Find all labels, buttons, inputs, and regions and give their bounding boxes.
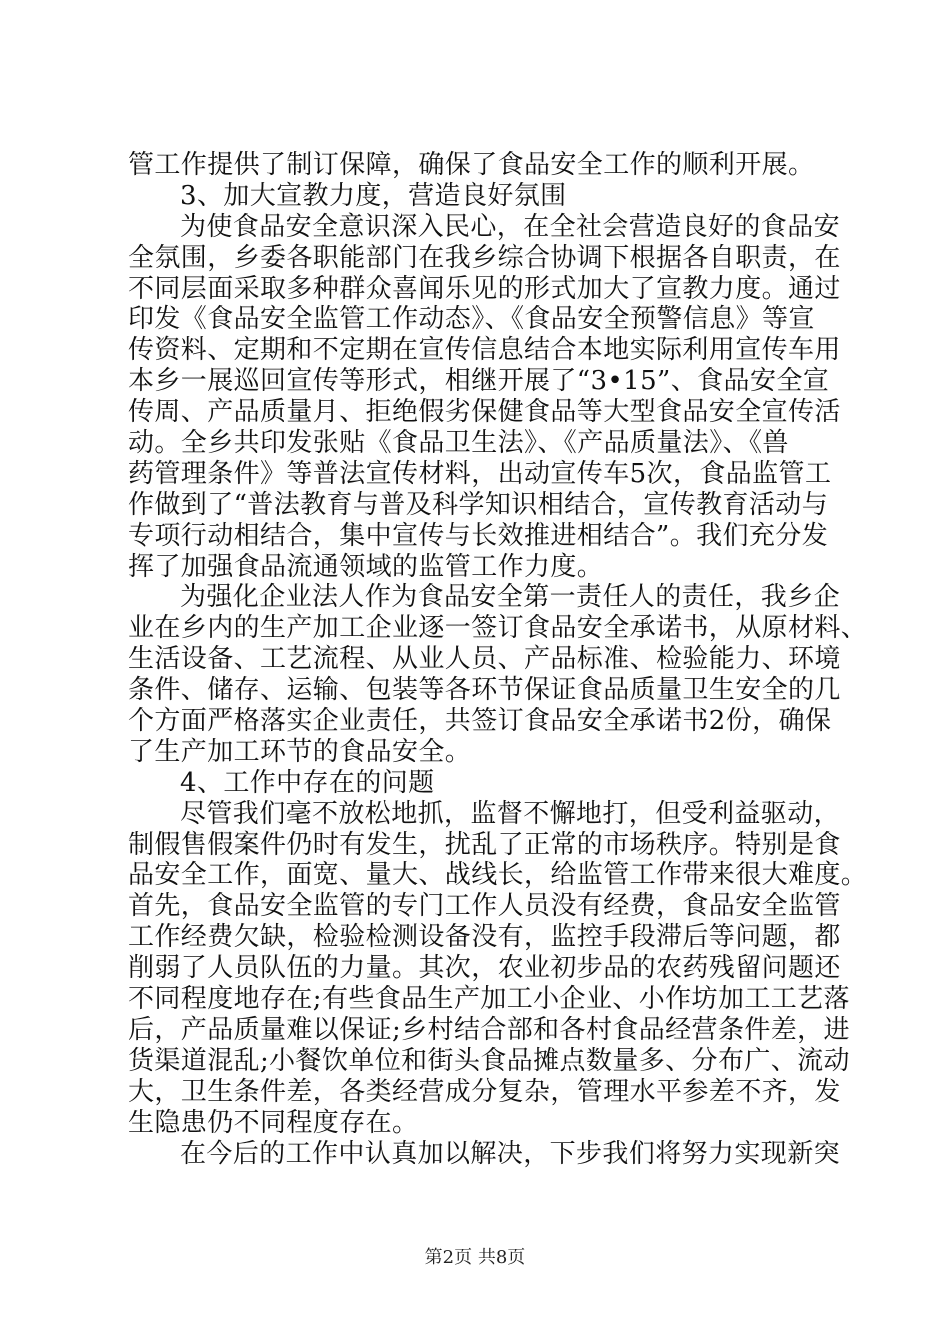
text-line: 业在乡内的生产加工企业逐一签订食品安全承诺书，从原材料、 xyxy=(128,613,868,644)
text-line: 专项行动相结合，集中宣传与长效推进相结合”。我们充分发 xyxy=(128,520,829,551)
text-line: 为强化企业法人作为食品安全第一责任人的责任，我乡企 xyxy=(180,582,841,613)
text-line: 不同层面采取多种群众喜闻乐见的形式加大了宣教力度。通过 xyxy=(128,273,841,304)
text-line: 削弱了人员队伍的力量。其次，农业初步品的农药残留问题还 xyxy=(128,953,841,984)
text-line: 不同程度地存在;有些食品生产加工小企业、小作坊加工工艺落 xyxy=(128,984,850,1015)
page-number-label: 第2页 共8页 xyxy=(424,1247,526,1268)
section-heading: 4、工作中存在的问题 xyxy=(180,767,435,798)
text-line: 传周、产品质量月、拒绝假劣保健食品等大型食品安全宣传活 xyxy=(128,397,841,428)
text-line: 大，卫生条件差，各类经营成分复杂，管理水平参差不齐，发 xyxy=(128,1076,841,1107)
text-line: 动。全乡共印发张贴《食品卫生法》、《产品质量法》、《兽 xyxy=(128,428,789,459)
text-line: 作做到了“普法教育与普及科学知识相结合，宣传教育活动与 xyxy=(128,489,829,520)
text-line: 药管理条件》等普法宣传材料，出动宣传车5次，食品监管工 xyxy=(128,458,832,489)
page-footer xyxy=(0,1246,950,1270)
text-line: 本乡一展巡回宣传等形式，相继开展了“3•15”、食品安全宣 xyxy=(128,366,830,397)
text-line: 生活设备、工艺流程、从业人员、产品标准、检验能力、环境 xyxy=(128,644,841,675)
text-line: 尽管我们毫不放松地抓，监督不懈地打，但受利益驱动， xyxy=(180,798,841,829)
text-line: 品安全工作，面宽、量大、战线长，给监管工作带来很大难度。 xyxy=(128,860,868,891)
text-line: 个方面严格落实企业责任，共签订食品安全承诺书2份，确保 xyxy=(128,706,832,737)
text-line: 印发《食品安全监管工作动态》、《食品安全预警信息》等宣 xyxy=(128,304,815,335)
text-line: 制假售假案件仍时有发生，扰乱了正常的市场秩序。特别是食 xyxy=(128,829,841,860)
text-line: 首先，食品安全监管的专门工作人员没有经费，食品安全监管 xyxy=(128,891,841,922)
document-body xyxy=(128,150,868,1169)
text-line: 全氛围，乡委各职能部门在我乡综合协调下根据各自职责，在 xyxy=(128,242,841,273)
section-heading: 3、加大宣教力度，营造良好氛围 xyxy=(180,180,567,211)
text-line: 挥了加强食品流通领域的监管工作力度。 xyxy=(128,551,604,582)
text-line: 了生产加工环节的食品安全。 xyxy=(128,736,472,767)
text-line: 生隐患仍不同程度存在。 xyxy=(128,1107,419,1138)
text-line: 工作经费欠缺，检验检测设备没有，监控手段滞后等问题，都 xyxy=(128,922,841,953)
text-line: 为使食品安全意识深入民心，在全社会营造良好的食品安 xyxy=(180,211,841,242)
text-line: 管工作提供了制订保障，确保了食品安全工作的顺利开展。 xyxy=(128,150,815,180)
text-line: 后，产品质量难以保证;乡村结合部和各村食品经营条件差，进 xyxy=(128,1014,850,1045)
text-line: 条件、储存、运输、包装等各环节保证食品质量卫生安全的几 xyxy=(128,675,841,706)
text-line: 货渠道混乱;小餐饮单位和街头食品摊点数量多、分布广、流动 xyxy=(128,1045,850,1076)
text-line: 在今后的工作中认真加以解决，下步我们将努力实现新突 xyxy=(180,1138,841,1169)
text-line: 传资料、定期和不定期在宣传信息结合本地实际利用宣传车用 xyxy=(128,335,841,366)
